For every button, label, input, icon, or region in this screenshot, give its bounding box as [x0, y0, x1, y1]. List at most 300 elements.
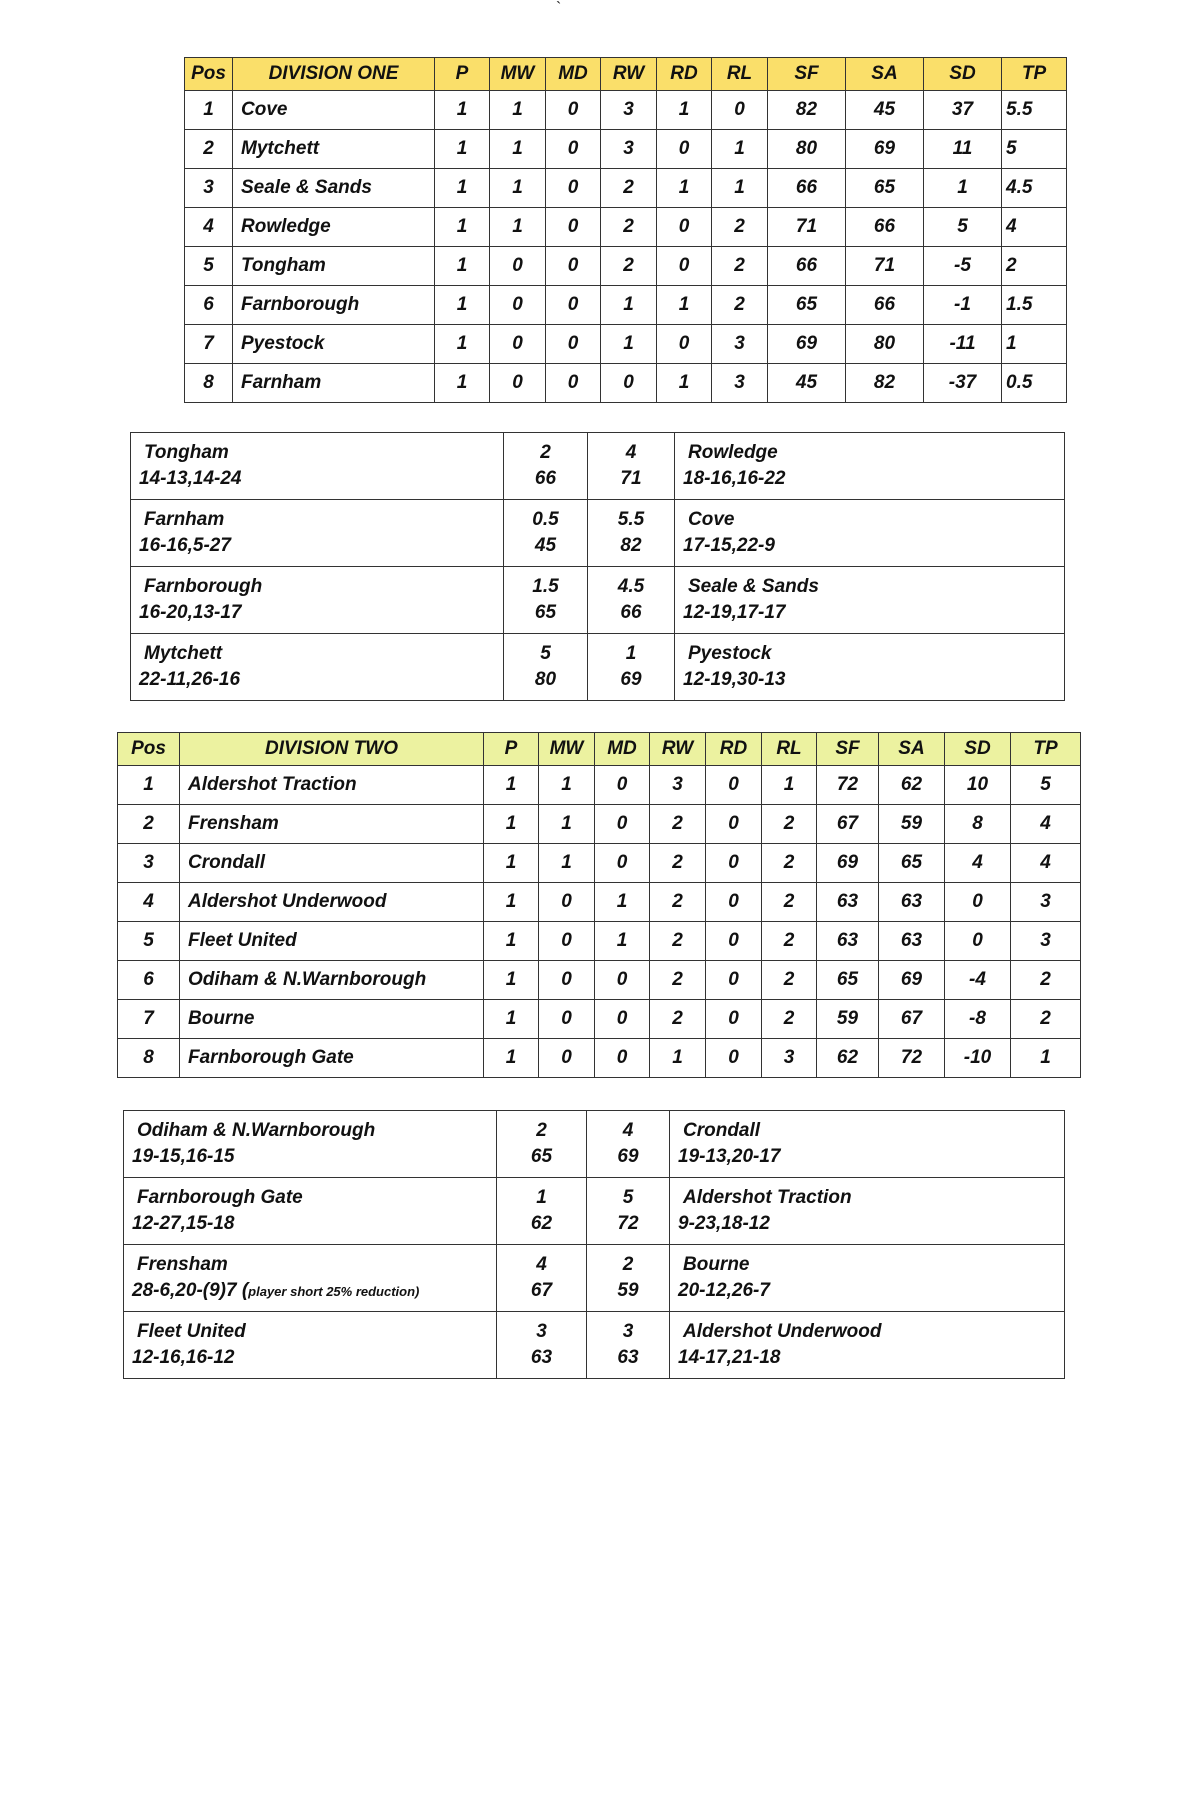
away-rink-scores: 18-16,16-22 — [683, 468, 786, 489]
position-cell: 7 — [118, 1000, 180, 1039]
rinks-lost-cell: 3 — [712, 325, 768, 364]
position-cell: 2 — [118, 805, 180, 844]
shots-for-cell: 45 — [768, 364, 846, 403]
column-header: MW — [539, 733, 595, 766]
header-row — [185, 58, 1067, 91]
total-points-cell: 1.5 — [1002, 286, 1067, 325]
shot-difference-cell: 1 — [924, 169, 1002, 208]
total-points-cell: 2 — [1011, 1000, 1081, 1039]
matches-drawn-cell: 1 — [595, 883, 650, 922]
away-shots: 82 — [620, 535, 642, 556]
played-cell: 1 — [435, 91, 490, 130]
rinks-drawn-cell: 0 — [706, 961, 762, 1000]
matches-drawn-cell: 0 — [546, 325, 601, 364]
home-shots: 67 — [530, 1280, 553, 1301]
rinks-lost-cell: 2 — [762, 844, 817, 883]
matches-won-cell: 1 — [539, 844, 595, 883]
rinks-drawn-cell: 0 — [657, 130, 712, 169]
away-points: 2 — [622, 1254, 634, 1275]
rinks-drawn-cell: 0 — [657, 247, 712, 286]
shots-against-cell: 65 — [879, 844, 945, 883]
shot-difference-cell: -11 — [924, 325, 1002, 364]
team-name-cell: Frensham — [180, 805, 484, 844]
division-two-results — [123, 1110, 1065, 1379]
home-points-cell — [497, 1178, 587, 1245]
shots-for-cell: 63 — [817, 922, 879, 961]
away-team-name: Pyestock — [688, 643, 772, 664]
matches-won-cell: 1 — [539, 805, 595, 844]
home-rink-scores — [139, 667, 495, 693]
home-rink-scores-text: 28-6,20-(9)7 ( — [132, 1279, 249, 1301]
rinks-won-cell: 2 — [601, 247, 657, 286]
away-points-cell — [588, 567, 675, 634]
rinks-lost-cell: 2 — [762, 805, 817, 844]
shots-against-cell: 59 — [879, 805, 945, 844]
team-name-cell: Pyestock — [233, 325, 435, 364]
column-header: MW — [490, 58, 546, 91]
rinks-won-cell: 2 — [601, 169, 657, 208]
home-rink-scores — [139, 600, 495, 626]
home-rink-scores — [132, 1211, 488, 1237]
shot-difference-cell: 8 — [945, 805, 1011, 844]
matches-drawn-cell: 0 — [546, 247, 601, 286]
rinks-won-cell: 0 — [601, 364, 657, 403]
rinks-lost-cell: 3 — [712, 364, 768, 403]
table-row — [185, 364, 1067, 403]
home-team-name: Fleet United — [137, 1321, 246, 1342]
home-rink-scores-text: 16-20,13-17 — [139, 602, 242, 623]
table-row — [118, 1000, 1081, 1039]
away-points: 4 — [625, 442, 637, 463]
table-row — [185, 286, 1067, 325]
result-row — [131, 500, 1065, 567]
total-points-cell: 2 — [1002, 247, 1067, 286]
played-cell: 1 — [435, 247, 490, 286]
division-two-table — [117, 732, 1081, 1078]
division-one-results — [130, 432, 1065, 701]
matches-won-cell: 1 — [490, 208, 546, 247]
team-name-cell: Fleet United — [180, 922, 484, 961]
matches-won-cell: 0 — [490, 247, 546, 286]
home-rink-scores — [132, 1278, 488, 1305]
away-team-cell — [675, 433, 1065, 500]
home-shots: 80 — [534, 669, 557, 690]
column-header: Pos — [185, 58, 233, 91]
home-rink-scores-text: 12-27,15-18 — [132, 1213, 235, 1234]
rinks-won-cell: 3 — [601, 91, 657, 130]
position-cell: 2 — [185, 130, 233, 169]
away-shots: 72 — [617, 1213, 639, 1234]
position-cell: 6 — [185, 286, 233, 325]
shot-difference-cell: 0 — [945, 922, 1011, 961]
rinks-won-cell: 2 — [650, 844, 706, 883]
shots-for-cell: 69 — [817, 844, 879, 883]
position-cell: 7 — [185, 325, 233, 364]
home-team-name: Farnham — [144, 509, 225, 530]
team-name-cell: Odiham & N.Warnborough — [180, 961, 484, 1000]
home-team-name: Frensham — [137, 1253, 228, 1275]
shots-for-cell: 72 — [817, 766, 879, 805]
away-rink-scores: 12-19,17-17 — [683, 602, 786, 623]
away-shots: 69 — [617, 1146, 639, 1167]
shots-against-cell: 65 — [846, 169, 924, 208]
shot-difference-cell: 11 — [924, 130, 1002, 169]
home-points-cell — [504, 500, 588, 567]
shots-for-cell: 66 — [768, 247, 846, 286]
home-points: 0.5 — [532, 509, 559, 530]
column-header: TP — [1002, 58, 1067, 91]
away-points: 1 — [625, 643, 637, 664]
result-row — [131, 567, 1065, 634]
total-points-cell: 5.5 — [1002, 91, 1067, 130]
team-name-cell: Crondall — [180, 844, 484, 883]
away-shots: 71 — [620, 468, 642, 489]
shots-against-cell: 62 — [879, 766, 945, 805]
played-cell: 1 — [484, 1000, 539, 1039]
result-row — [124, 1245, 1065, 1312]
away-shots: 69 — [620, 669, 642, 690]
rinks-drawn-cell: 1 — [657, 91, 712, 130]
matches-drawn-cell: 0 — [595, 805, 650, 844]
shots-against-cell: 67 — [879, 1000, 945, 1039]
rinks-won-cell: 1 — [601, 286, 657, 325]
rinks-lost-cell: 2 — [712, 208, 768, 247]
total-points-cell: 5 — [1002, 130, 1067, 169]
table-row — [118, 961, 1081, 1000]
shots-for-cell: 82 — [768, 91, 846, 130]
rinks-won-cell: 1 — [650, 1039, 706, 1078]
total-points-cell: 4 — [1011, 805, 1081, 844]
rinks-lost-cell: 1 — [712, 169, 768, 208]
away-points-cell — [587, 1178, 670, 1245]
home-rink-scores-text: 14-13,14-24 — [139, 468, 242, 489]
shots-for-cell: 67 — [817, 805, 879, 844]
home-points-cell — [497, 1111, 587, 1178]
total-points-cell: 5 — [1011, 766, 1081, 805]
shots-against-cell: 80 — [846, 325, 924, 364]
shot-difference-cell: -5 — [924, 247, 1002, 286]
rinks-won-cell: 1 — [601, 325, 657, 364]
rinks-lost-cell: 2 — [762, 883, 817, 922]
result-row — [131, 433, 1065, 500]
away-team-name: Bourne — [683, 1254, 750, 1275]
away-team-name: Aldershot Traction — [683, 1187, 852, 1208]
rinks-drawn-cell: 1 — [657, 169, 712, 208]
column-header: RL — [712, 58, 768, 91]
table-row — [185, 247, 1067, 286]
matches-won-cell: 0 — [539, 883, 595, 922]
total-points-cell: 4 — [1011, 844, 1081, 883]
total-points-cell: 3 — [1011, 922, 1081, 961]
team-name-cell: Tongham — [233, 247, 435, 286]
shot-difference-cell: -10 — [945, 1039, 1011, 1078]
shots-for-cell: 62 — [817, 1039, 879, 1078]
table-row — [118, 922, 1081, 961]
matches-won-cell: 0 — [539, 1000, 595, 1039]
home-points: 2 — [540, 442, 551, 463]
position-cell: 5 — [118, 922, 180, 961]
shot-difference-cell: 37 — [924, 91, 1002, 130]
shot-difference-cell: 10 — [945, 766, 1011, 805]
team-name-cell: Mytchett — [233, 130, 435, 169]
rinks-drawn-cell: 0 — [657, 208, 712, 247]
total-points-cell: 3 — [1011, 883, 1081, 922]
total-points-cell: 0.5 — [1002, 364, 1067, 403]
rinks-lost-cell: 2 — [712, 286, 768, 325]
matches-won-cell: 1 — [490, 91, 546, 130]
result-row — [124, 1312, 1065, 1379]
team-name-cell: Aldershot Underwood — [180, 883, 484, 922]
rinks-drawn-cell: 0 — [657, 325, 712, 364]
table-row — [118, 1039, 1081, 1078]
column-header: TP — [1011, 733, 1081, 766]
away-rink-scores: 17-15,22-9 — [683, 535, 775, 556]
home-shots: 63 — [530, 1347, 553, 1368]
shot-difference-cell: -4 — [945, 961, 1011, 1000]
shots-for-cell: 71 — [768, 208, 846, 247]
home-team-cell — [124, 1245, 497, 1312]
shots-against-cell: 72 — [879, 1039, 945, 1078]
shots-against-cell: 63 — [879, 922, 945, 961]
home-points: 2 — [536, 1120, 547, 1141]
table-row — [118, 883, 1081, 922]
rinks-lost-cell: 2 — [712, 247, 768, 286]
rinks-drawn-cell: 1 — [657, 364, 712, 403]
home-shots: 65 — [530, 1146, 553, 1167]
away-rink-scores: 9-23,18-12 — [678, 1213, 770, 1234]
rinks-won-cell: 2 — [601, 208, 657, 247]
column-header: RW — [650, 733, 706, 766]
rinks-drawn-cell: 0 — [706, 1039, 762, 1078]
reduction-note: player short 25% reduction) — [248, 1283, 420, 1299]
matches-won-cell: 0 — [490, 325, 546, 364]
away-team-cell — [670, 1245, 1065, 1312]
away-shots: 63 — [617, 1347, 639, 1368]
rinks-drawn-cell: 0 — [706, 844, 762, 883]
home-points: 1 — [536, 1187, 547, 1208]
matches-won-cell: 1 — [490, 130, 546, 169]
away-team-cell — [670, 1111, 1065, 1178]
shots-against-cell: 71 — [846, 247, 924, 286]
home-team-cell — [131, 433, 504, 500]
rinks-drawn-cell: 0 — [706, 883, 762, 922]
result-row — [131, 634, 1065, 701]
shots-against-cell: 69 — [879, 961, 945, 1000]
home-rink-scores — [139, 533, 495, 559]
home-points-cell — [497, 1312, 587, 1379]
shots-for-cell: 63 — [817, 883, 879, 922]
home-team-name: Mytchett — [144, 643, 223, 664]
rinks-won-cell: 2 — [650, 961, 706, 1000]
away-points: 5 — [622, 1187, 634, 1208]
table-row — [185, 325, 1067, 364]
shots-for-cell: 69 — [768, 325, 846, 364]
column-header: DIVISION ONE — [233, 58, 435, 91]
away-points: 4 — [622, 1120, 634, 1141]
shots-against-cell: 69 — [846, 130, 924, 169]
played-cell: 1 — [484, 961, 539, 1000]
table-row — [185, 91, 1067, 130]
home-team-cell — [124, 1312, 497, 1379]
away-points-cell — [587, 1245, 670, 1312]
shot-difference-cell: -1 — [924, 286, 1002, 325]
table-row — [118, 805, 1081, 844]
result-row — [124, 1178, 1065, 1245]
matches-won-cell: 1 — [539, 766, 595, 805]
home-team-name: Tongham — [144, 442, 229, 463]
home-shots: 66 — [534, 468, 557, 489]
home-rink-scores — [132, 1144, 488, 1170]
rinks-drawn-cell: 0 — [706, 766, 762, 805]
away-team-name: Seale & Sands — [688, 576, 819, 597]
home-rink-scores-text: 12-16,16-12 — [132, 1347, 235, 1368]
rinks-won-cell: 2 — [650, 1000, 706, 1039]
home-points: 4 — [536, 1254, 547, 1275]
matches-drawn-cell: 1 — [595, 922, 650, 961]
home-points-cell — [497, 1245, 587, 1312]
away-points: 5.5 — [617, 509, 645, 530]
shots-for-cell: 65 — [817, 961, 879, 1000]
position-cell: 4 — [185, 208, 233, 247]
column-header: SF — [817, 733, 879, 766]
column-header: SD — [924, 58, 1002, 91]
away-rink-scores: 19-13,20-17 — [678, 1146, 781, 1167]
shots-against-cell: 66 — [846, 286, 924, 325]
away-shots: 66 — [620, 602, 642, 623]
column-header: SD — [945, 733, 1011, 766]
away-rink-scores: 14-17,21-18 — [678, 1347, 781, 1368]
rinks-lost-cell: 1 — [712, 130, 768, 169]
total-points-cell: 4 — [1002, 208, 1067, 247]
total-points-cell: 2 — [1011, 961, 1081, 1000]
home-team-name: Odiham & N.Warnborough — [137, 1120, 376, 1141]
position-cell: 8 — [185, 364, 233, 403]
home-team-cell — [124, 1178, 497, 1245]
column-header: Pos — [118, 733, 180, 766]
played-cell: 1 — [484, 844, 539, 883]
rinks-won-cell: 2 — [650, 805, 706, 844]
played-cell: 1 — [435, 130, 490, 169]
played-cell: 1 — [484, 883, 539, 922]
played-cell: 1 — [435, 286, 490, 325]
shot-difference-cell: -37 — [924, 364, 1002, 403]
played-cell: 1 — [484, 1039, 539, 1078]
played-cell: 1 — [435, 169, 490, 208]
matches-drawn-cell: 0 — [546, 364, 601, 403]
column-header: RD — [706, 733, 762, 766]
division-one-table — [184, 57, 1067, 403]
matches-drawn-cell: 0 — [546, 286, 601, 325]
total-points-cell: 1 — [1011, 1039, 1081, 1078]
away-points-cell — [588, 433, 675, 500]
rinks-won-cell: 2 — [650, 883, 706, 922]
matches-drawn-cell: 0 — [595, 844, 650, 883]
position-cell: 4 — [118, 883, 180, 922]
matches-drawn-cell: 0 — [595, 1039, 650, 1078]
rinks-drawn-cell: 0 — [706, 805, 762, 844]
column-header: P — [435, 58, 490, 91]
rinks-lost-cell: 2 — [762, 961, 817, 1000]
team-name-cell: Bourne — [180, 1000, 484, 1039]
away-team-name: Cove — [688, 509, 735, 530]
position-cell: 1 — [185, 91, 233, 130]
position-cell: 8 — [118, 1039, 180, 1078]
table-row — [185, 169, 1067, 208]
team-name-cell: Seale & Sands — [233, 169, 435, 208]
team-name-cell: Rowledge — [233, 208, 435, 247]
shot-difference-cell: 4 — [945, 844, 1011, 883]
away-team-cell — [670, 1178, 1065, 1245]
home-team-cell — [131, 567, 504, 634]
rinks-lost-cell: 2 — [762, 1000, 817, 1039]
column-header: RL — [762, 733, 817, 766]
column-header: SA — [879, 733, 945, 766]
shots-for-cell: 59 — [817, 1000, 879, 1039]
shot-difference-cell: 0 — [945, 883, 1011, 922]
shots-against-cell: 45 — [846, 91, 924, 130]
rinks-lost-cell: 1 — [762, 766, 817, 805]
matches-drawn-cell: 0 — [546, 130, 601, 169]
matches-won-cell: 0 — [539, 922, 595, 961]
rinks-drawn-cell: 0 — [706, 1000, 762, 1039]
table-row — [118, 766, 1081, 805]
shots-for-cell: 66 — [768, 169, 846, 208]
result-row — [124, 1111, 1065, 1178]
away-points-cell — [587, 1312, 670, 1379]
home-team-name: Farnborough — [144, 576, 263, 597]
table-row — [118, 844, 1081, 883]
matches-won-cell: 0 — [490, 286, 546, 325]
shots-for-cell: 80 — [768, 130, 846, 169]
column-header: SF — [768, 58, 846, 91]
team-name-cell: Aldershot Traction — [180, 766, 484, 805]
away-points-cell — [587, 1111, 670, 1178]
position-cell: 6 — [118, 961, 180, 1000]
total-points-cell: 1 — [1002, 325, 1067, 364]
home-shots: 45 — [534, 535, 557, 556]
rinks-drawn-cell: 1 — [657, 286, 712, 325]
matches-drawn-cell: 0 — [595, 766, 650, 805]
away-team-cell — [675, 567, 1065, 634]
team-name-cell: Farnborough Gate — [180, 1039, 484, 1078]
column-header: MD — [595, 733, 650, 766]
matches-won-cell: 0 — [539, 1039, 595, 1078]
away-shots: 59 — [617, 1280, 639, 1301]
home-team-cell — [131, 634, 504, 701]
rinks-won-cell: 2 — [650, 922, 706, 961]
away-team-name: Rowledge — [688, 442, 778, 463]
away-team-name: Aldershot Underwood — [683, 1321, 882, 1342]
team-name-cell: Farnborough — [233, 286, 435, 325]
matches-drawn-cell: 0 — [595, 961, 650, 1000]
away-team-cell — [675, 634, 1065, 701]
home-points: 5 — [540, 643, 551, 664]
position-cell: 3 — [185, 169, 233, 208]
rinks-won-cell: 3 — [601, 130, 657, 169]
matches-won-cell: 0 — [490, 364, 546, 403]
shots-for-cell: 65 — [768, 286, 846, 325]
played-cell: 1 — [484, 922, 539, 961]
home-points: 1.5 — [532, 576, 559, 597]
home-rink-scores — [132, 1345, 488, 1371]
column-header: P — [484, 733, 539, 766]
away-team-cell — [670, 1312, 1065, 1379]
column-header: SA — [846, 58, 924, 91]
played-cell: 1 — [435, 208, 490, 247]
home-points-cell — [504, 634, 588, 701]
shots-against-cell: 66 — [846, 208, 924, 247]
team-name-cell: Farnham — [233, 364, 435, 403]
